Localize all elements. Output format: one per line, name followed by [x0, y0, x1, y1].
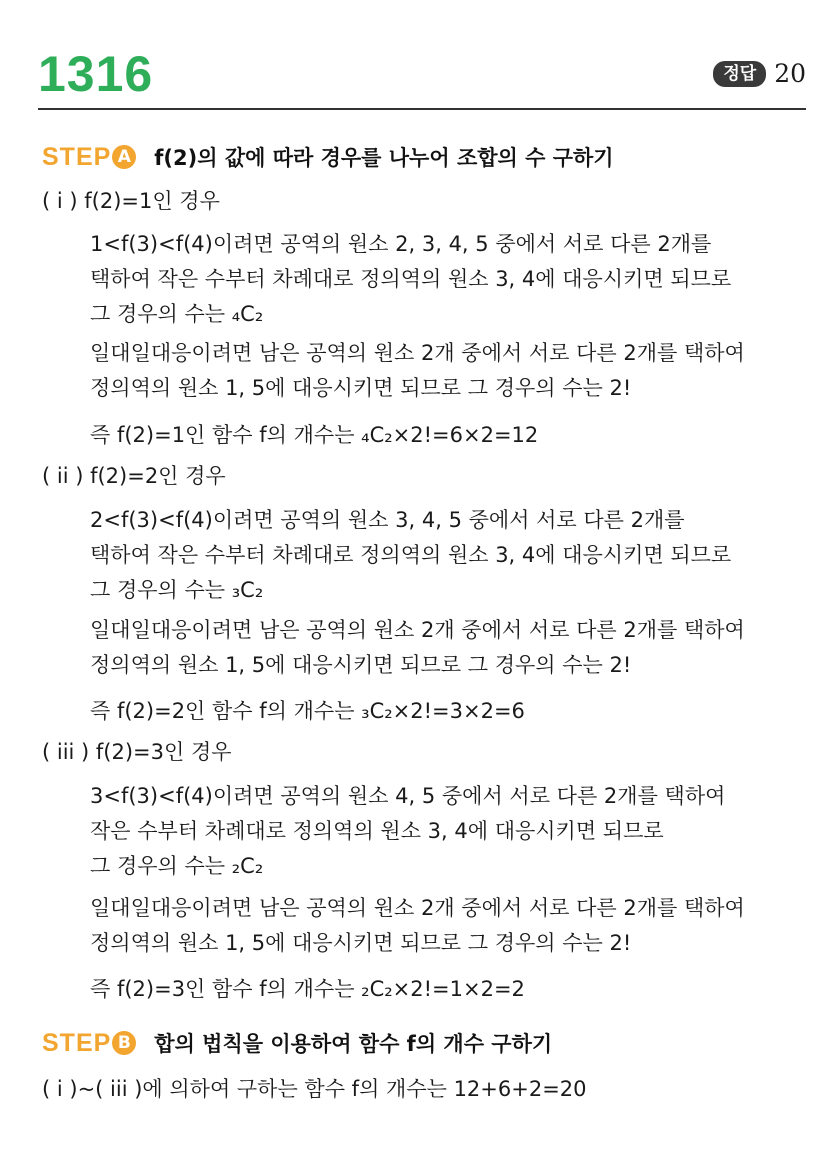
case-1-line: 택하여 작은 수부터 차례대로 정의역의 원소 3, 4에 대응시키면 되므로	[90, 267, 732, 291]
case-1-result: 즉 f(2)=1인 함수 f의 개수는 ₄C₂×2!=6×2=12	[90, 423, 539, 447]
step-a-heading	[42, 140, 614, 174]
case-2-result: 즉 f(2)=2인 함수 f의 개수는 ₃C₂×2!=3×2=6	[90, 699, 525, 723]
case-2-line: 정의역의 원소 1, 5에 대응시키면 되므로 그 경우의 수는 2!	[90, 653, 632, 677]
step-b-badge: B	[112, 1031, 136, 1055]
case-3-result: 즉 f(2)=3인 함수 f의 개수는 ₂C₂×2!=1×2=2	[90, 977, 525, 1001]
answer	[713, 60, 806, 88]
case-1-line: 그 경우의 수는 ₄C₂	[90, 302, 264, 326]
header	[38, 44, 806, 106]
case-2-line: 택하여 작은 수부터 차례대로 정의역의 원소 3, 4에 대응시키면 되므로	[90, 543, 732, 567]
case-1-line: 1<f(3)<f(4)이려면 공역의 원소 2, 3, 4, 5 중에서 서로 다른 2개를	[90, 232, 712, 256]
answer-badge: 정답	[713, 61, 766, 87]
case-3-line: 일대일대응이려면 남은 공역의 원소 2개 중에서 서로 다른 2개를 택하여	[90, 896, 745, 920]
step-b-heading	[42, 1026, 552, 1060]
case-3-line: 3<f(3)<f(4)이려면 공역의 원소 4, 5 중에서 서로 다른 2개를 택하여	[90, 784, 726, 808]
case-3-heading: ( iii ) f(2)=3인 경우	[42, 740, 232, 764]
case-3-line: 그 경우의 수는 ₂C₂	[90, 854, 264, 878]
step-a-title: f(2)의 값에 따라 경우를 나누어 조합의 수 구하기	[154, 146, 614, 170]
case-2-heading: ( ii ) f(2)=2인 경우	[42, 464, 226, 488]
conclusion: ( i )~( iii )에 의하여 구하는 함수 f의 개수는 12+6+2=20	[42, 1077, 587, 1101]
header-divider	[38, 108, 806, 110]
step-b-word: STEP	[42, 1028, 112, 1057]
case-1-line: 일대일대응이려면 남은 공역의 원소 2개 중에서 서로 다른 2개를 택하여	[90, 341, 745, 365]
case-1-line: 정의역의 원소 1, 5에 대응시키면 되므로 그 경우의 수는 2!	[90, 376, 632, 400]
case-2-line: 그 경우의 수는 ₃C₂	[90, 578, 264, 602]
step-a-badge: A	[112, 145, 136, 169]
case-3-line: 정의역의 원소 1, 5에 대응시키면 되므로 그 경우의 수는 2!	[90, 931, 632, 955]
case-2-line: 2<f(3)<f(4)이려면 공역의 원소 3, 4, 5 중에서 서로 다른 2개를	[90, 508, 685, 532]
step-a-word: STEP	[42, 142, 112, 171]
answer-value: 20	[774, 59, 806, 88]
case-1-heading: ( i ) f(2)=1인 경우	[42, 189, 220, 213]
case-3-line: 작은 수부터 차례대로 정의역의 원소 3, 4에 대응시키면 되므로	[90, 819, 664, 843]
case-2-line: 일대일대응이려면 남은 공역의 원소 2개 중에서 서로 다른 2개를 택하여	[90, 618, 745, 642]
problem-number: 1316	[38, 46, 154, 102]
step-b-title: 합의 법칙을 이용하여 함수 f의 개수 구하기	[154, 1032, 553, 1056]
